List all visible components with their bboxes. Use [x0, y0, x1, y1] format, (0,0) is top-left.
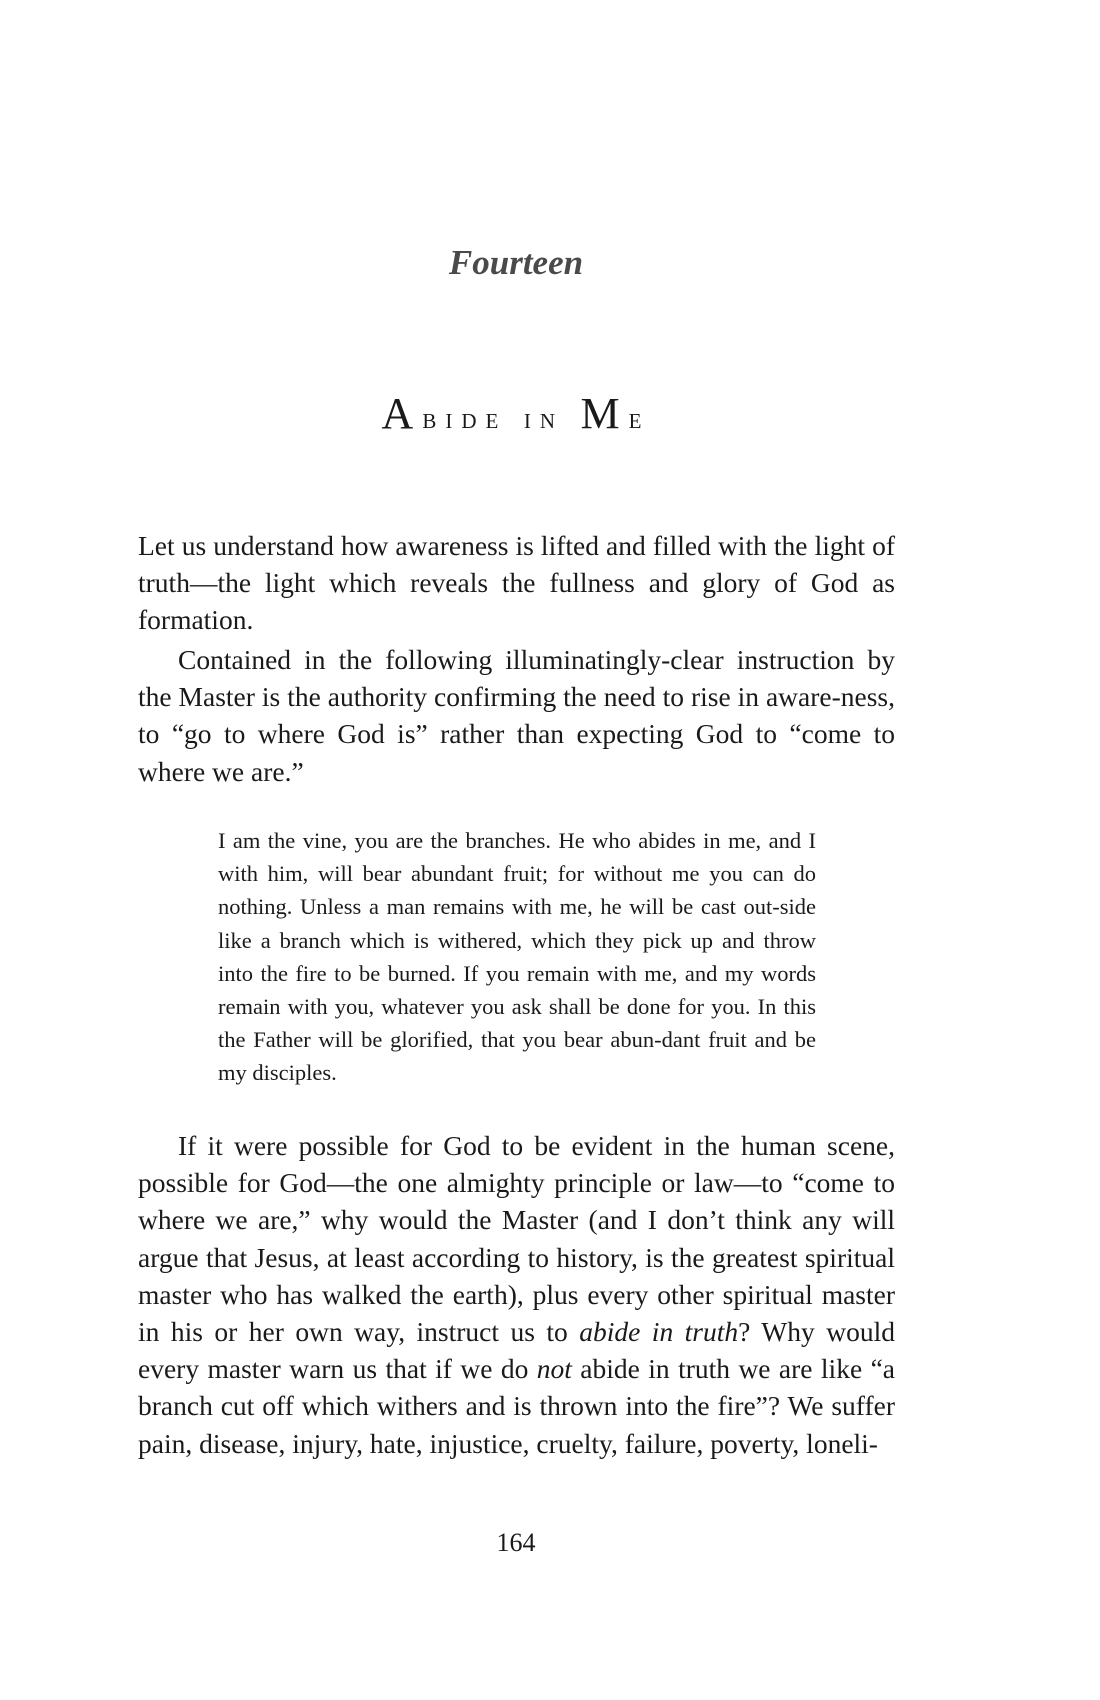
paragraph-3-part-b: ? Why would every master warn us that if we do — [138, 1316, 895, 1385]
chapter-title-rest-1: bide — [422, 402, 508, 435]
paragraph-3-emphasis-1: abide in truth — [579, 1316, 739, 1348]
block-quote: I am the vine, you are the branches. He who abides in me, and I with him, will bear abundant fruit; for without me you can do nothing. Unless a man remains with me, he will be cast out-side like a branch which is withered, which they pick up and throw into the fire to be burned. If you remain with me, and my words remain with you, whatever you ask shall be done for you. In this the Father will be glorified, that you bear abun-dant fruit and be my disciples. — [218, 828, 816, 1086]
paragraph-1: Let us understand how awareness is lifted and filled with the light of truth—the light which reveals the fullness and glory of God as formation. — [138, 530, 895, 636]
paragraph-2: Contained in the following illuminatingly-clear instruction by the Master is the authority confirming the need to rise in aware-ness, to “go to where God is” rather than expecting God to “come to where we are.” — [138, 644, 895, 787]
chapter-number: Fourteen — [448, 243, 584, 282]
page-number: 164 — [496, 1528, 536, 1557]
chapter-title-initial-3: M — [580, 389, 629, 438]
paragraph-3-part-a: If it were possible for God to be evident in the human scene, possible for God—the one almighty principle or law—to “come to where we are,” why would the Master (and I don’t think any will argue that Jesus, at least according to history, is the greatest spiritual master who has walked the earth), plus every other spiritual master in his or her own way, instruct us to — [138, 1130, 895, 1348]
chapter-title-rest-3: e — [628, 402, 651, 435]
paragraph-3-emphasis-2: not — [536, 1353, 572, 1385]
chapter-title-word-2: in — [523, 402, 564, 435]
chapter-title-initial-1: A — [381, 389, 423, 438]
paragraph-3-part-c: abide in truth we are like “a branch cut off which withers and is thrown into the fire”? We suffer pain, disease, injury, hate, injustice, cruelty, failure, poverty, loneli- — [138, 1353, 895, 1459]
paragraph-3 — [138, 1127, 895, 1462]
chapter-title — [0, 389, 1032, 438]
